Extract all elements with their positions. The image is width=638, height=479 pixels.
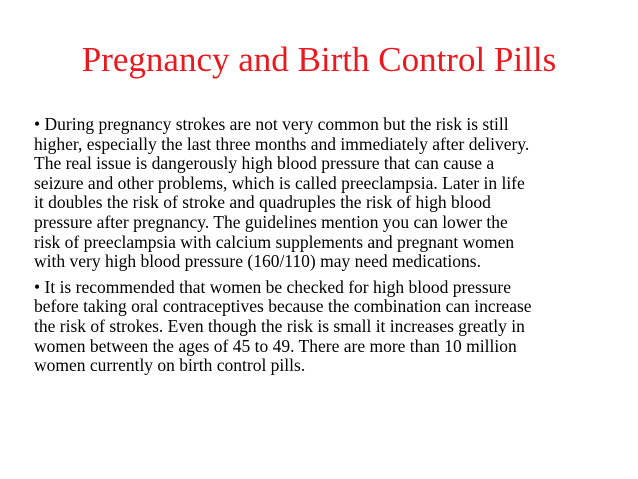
text-line: • During pregnancy strokes are not very common but the risk is still: [34, 114, 509, 134]
text-line: women currently on birth control pills.: [34, 355, 306, 376]
text-line: women between the ages of 45 to 49. There are more than 10 million: [34, 335, 517, 356]
text-line: The real issue is dangerously high blood pressure that can cause a: [34, 153, 495, 174]
text-line: higher, especially the last three months and immediately after delivery.: [34, 133, 530, 154]
text-line: the risk of strokes. Even though the risk is small it increases greatly in: [34, 315, 525, 336]
text-line: seizure and other problems, which is called preeclampsia. Later in life: [34, 172, 525, 193]
slide-body: [34, 115, 614, 376]
text-line: before taking oral contraceptives because the combination can increase: [34, 296, 532, 317]
text-line: pressure after pregnancy. The guidelines mention you can lower the: [34, 211, 508, 232]
text-line: it doubles the risk of stroke and quadruples the risk of high blood: [34, 192, 491, 213]
text-line: with very high blood pressure (160/110) may need medications.: [34, 251, 481, 272]
paragraph-birth-control: [34, 278, 614, 376]
slide-title: Pregnancy and Birth Control Pills: [81, 40, 557, 79]
paragraph-pregnancy: [34, 115, 614, 272]
text-line: risk of preeclampsia with calcium supplements and pregnant women: [34, 231, 515, 252]
text-line: • It is recommended that women be checked for high blood pressure: [34, 276, 512, 297]
